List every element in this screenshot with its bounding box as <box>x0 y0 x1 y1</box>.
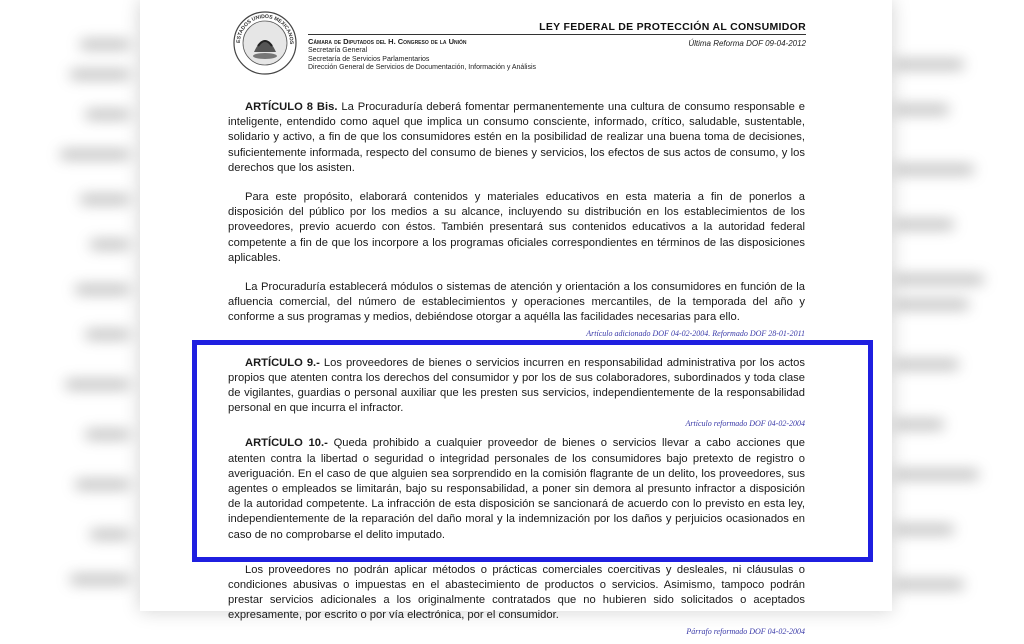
highlight-box <box>192 340 873 562</box>
article-text: La Procuraduría establecerá módulos o sistemas de atención y orientación a los consumidores en función de la afluencia comercial, del número de establecimientos y operaciones mercantiles, de la temporada del año y conforme a sus programas y medios, debiéndose otorgar a aquélla las facilidades necesarias para ello. <box>228 281 805 324</box>
article-8-bis-paragraph-3 <box>228 280 805 326</box>
last-reform-date: Última Reforma DOF 09-04-2012 <box>688 39 806 48</box>
institution-lines <box>308 38 536 73</box>
header-divider <box>308 34 806 35</box>
blurred-left-page <box>0 0 140 611</box>
institution-line: Cámara de Diputados del H. Congreso de la Unión <box>308 37 467 46</box>
article-text: Queda prohibido a cualquier proveedor de bienes o servicios llevar a cabo acciones que atenten contra la libertad o seguridad o integridad personales de los consumidores bajo pretexto de registro o averiguación. En el caso de que alguien sea sorprendido en la comisión flagrante de un delito, los proveedores, sus agentes o empleados se limitarán, bajo su responsabilidad, a poner sin demora al presunto infractor a disposición de la autoridad competente. La infracción de esta disposición se sancionará de acuerdo con lo previsto en esta ley, independientemente de la reparación del daño moral y la indemnización por los daños y perjuicios ocasionados en caso de no comprobarse el delito imputado. <box>228 437 805 541</box>
article-8-bis-paragraph-2 <box>228 190 805 266</box>
law-title: LEY FEDERAL DE PROTECCIÓN AL CONSUMIDOR <box>539 21 806 33</box>
reform-note: Párrafo reformado DOF 04-02-2004 <box>686 626 805 636</box>
institution-line: Dirección General de Servicios de Documentación, Información y Análisis <box>308 64 536 72</box>
article-heading: ARTÍCULO 9.- <box>245 356 320 369</box>
reform-note: Artículo reformado DOF 04-02-2004 <box>685 419 805 429</box>
article-text: Los proveedores no podrán aplicar métodos o prácticas comerciales coercitivas y desleales, ni cláusulas o condiciones abusivas o impuestas en el abastecimiento de productos o servicios. Asimismo, tampoco podrán prestar servicios adicionales a los originalmente contratados que no hubieren sido solicitados o aceptados expresamente, por escrito o por vía electrónica, por el consumidor. <box>228 563 805 622</box>
article-8-bis-paragraph <box>228 100 805 176</box>
article-heading: ARTÍCULO 10.- <box>245 437 328 450</box>
institution-line: Secretaría General <box>308 46 368 54</box>
article-heading: ARTÍCULO 8 Bis. <box>245 101 338 113</box>
seal-text: ESTADOS UNIDOS MEXICANOS <box>235 13 295 45</box>
institution-line: Secretaría de Servicios Parlamentarios <box>308 55 430 63</box>
blurred-right-page <box>884 0 1024 611</box>
article-text: La Procuraduría deberá fomentar permanentemente una cultura de consumo responsable e inteligente, entendido como aquel que implica un consumo consciente, informado, crítico, saludable, sustentable, solidario y activo, a fin de que los consumidores estén en la posibilidad de realizar una buena toma de decisiones, suficientemente informada, respecto del consumo de bienes y servicios, los efectos de sus actos de consumo, y los derechos que los asisten. <box>228 101 805 174</box>
article-text: Para este propósito, elaborará contenidos y materiales educativos en esta materia a fin de ponerlos a disposición del público por los medios a su alcance, incluyendo su distribución en los establecimientos de los proveedores, previo acuerdo con éstos. También presentará sus contenidos educativos a la autoridad federal competente a fin de que los incorpore a los programas oficiales correspondientes en términos de las disposiciones aplicables. <box>228 191 805 264</box>
article-10-paragraph-2 <box>228 563 805 624</box>
article-text: Los proveedores de bienes o servicios incurren en responsabilidad administrativa por los actos propios que atenten contra los derechos del consumidor y por los de sus colaboradores, subordinados y toda clase de vigilantes, guardias o personal auxiliar que les presten sus servicios, independientemente de la responsabilidad personal en que incurra el infractor. <box>228 356 805 415</box>
mexico-seal-icon <box>232 10 298 76</box>
reform-note: Artículo adicionado DOF 04-02-2004. Reformado DOF 28-01-2011 <box>586 328 805 338</box>
